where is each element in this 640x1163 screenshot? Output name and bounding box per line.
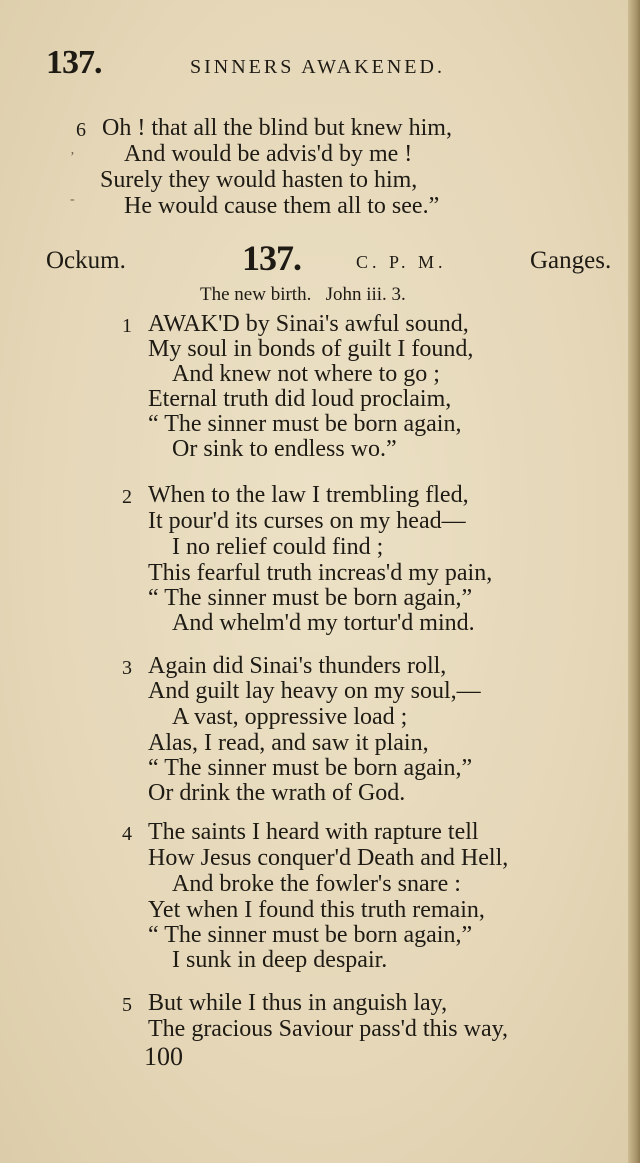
verse-line: Yet when I found this truth remain,: [148, 897, 485, 923]
verse-line: He would cause them all to see.”: [124, 193, 440, 219]
hymn-meter: C. P. M.: [356, 252, 447, 272]
verse-line: And whelm'd my tortur'd mind.: [172, 610, 475, 636]
ink-speck: ’: [70, 150, 75, 165]
verse-line: “ The sinner must be born again,”: [148, 585, 473, 611]
tune-name-right: Ganges.: [530, 247, 612, 274]
verse-line: “ The sinner must be born again,: [148, 411, 462, 437]
verse-line: Eternal truth did loud proclaim,: [148, 386, 452, 412]
verse-line: And would be advis'd by me !: [124, 141, 413, 167]
running-title: SINNERS AWAKENED.: [190, 56, 445, 78]
verse-line: Alas, I read, and saw it plain,: [148, 730, 429, 756]
page-edge: [628, 0, 640, 1163]
stanza-number: 1: [122, 315, 132, 337]
verse-line: And guilt lay heavy on my soul,—: [148, 678, 481, 704]
verse-line: A vast, oppressive load ;: [172, 704, 408, 730]
verse-line: I sunk in deep despair.: [172, 947, 388, 973]
verse-line: When to the law I trembling fled,: [148, 482, 469, 508]
hymn-number: 137.: [242, 238, 301, 278]
verse-line: How Jesus conquer'd Death and Hell,: [148, 845, 509, 871]
tune-name-left: Ockum.: [46, 247, 126, 274]
stanza-number: 3: [122, 657, 132, 679]
verse-line: “ The sinner must be born again,”: [148, 755, 473, 781]
verse-line: And broke the fowler's snare :: [172, 871, 461, 897]
verse-line: AWAK'D by Sinai's awful sound,: [148, 311, 469, 337]
verse-line: Or drink the wrath of God.: [148, 780, 406, 806]
verse-line: The saints I heard with rapture tell: [148, 819, 479, 845]
verse-line: But while I thus in anguish lay,: [148, 990, 448, 1016]
verse-line: Again did Sinai's thunders roll,: [148, 653, 447, 679]
verse-line: I no relief could find ;: [172, 534, 384, 560]
hymn-subtitle: The new birth. John iii. 3.: [200, 284, 406, 305]
verse-line: “ The sinner must be born again,”: [148, 922, 473, 948]
stanza-number: 2: [122, 486, 132, 508]
verse-line: Surely they would hasten to him,: [100, 167, 418, 193]
verse-line: This fearful truth increas'd my pain,: [148, 560, 493, 586]
page-footer-number: 100: [144, 1042, 183, 1071]
verse-line: My soul in bonds of guilt I found,: [148, 336, 474, 362]
stanza-number: 6: [76, 119, 86, 141]
verse-line: The gracious Saviour pass'd this way,: [148, 1016, 509, 1042]
verse-line: Or sink to endless wo.”: [172, 436, 397, 462]
page-number: 137.: [46, 44, 102, 81]
verse-line: Oh ! that all the blind but knew him,: [102, 115, 452, 141]
stanza-number: 4: [122, 823, 132, 845]
verse-line: It pour'd its curses on my head—: [148, 508, 466, 534]
verse-line: And knew not where to go ;: [172, 361, 440, 387]
stanza-number: 5: [122, 994, 132, 1016]
ink-speck: -: [70, 192, 75, 207]
